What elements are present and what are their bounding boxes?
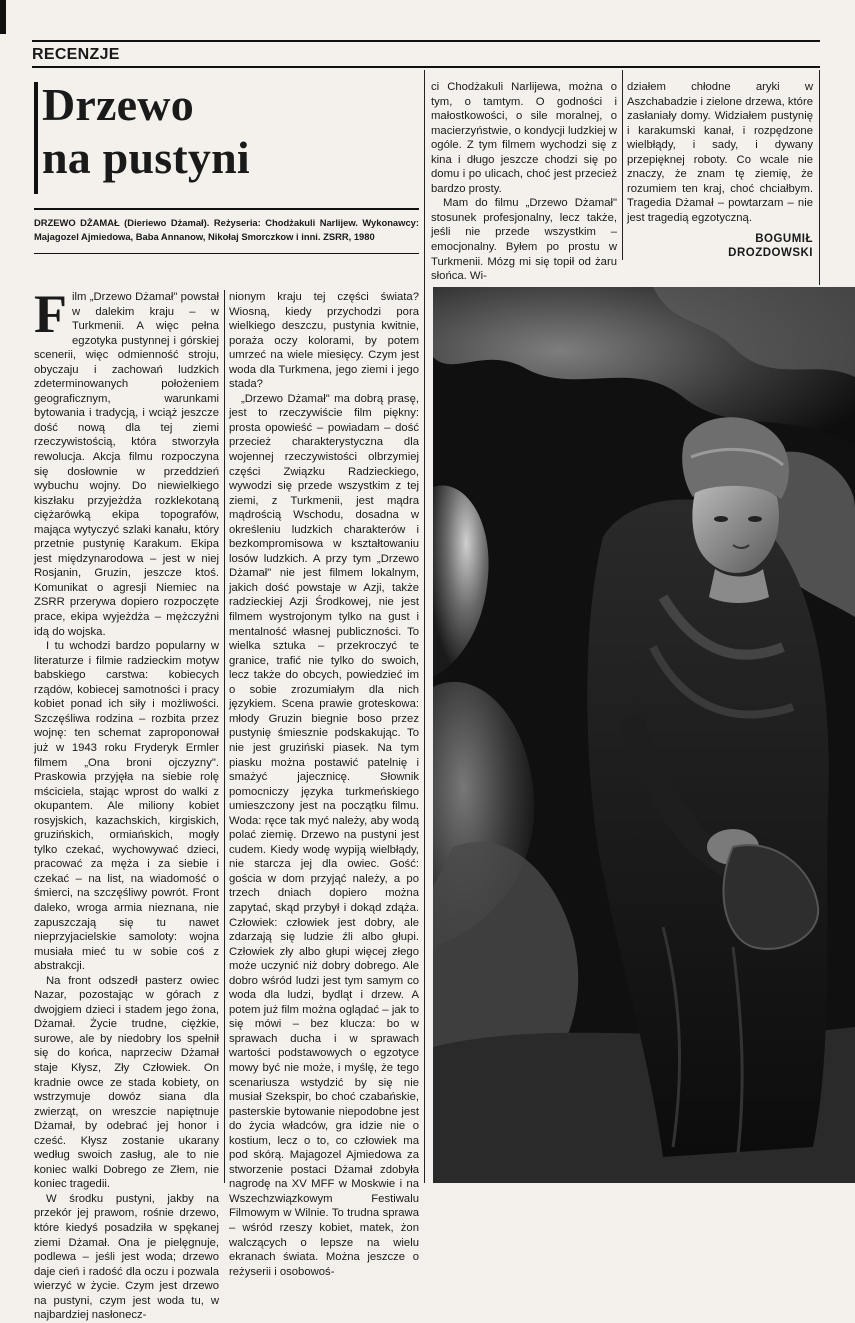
film-credits: DRZEWO DŻAMAŁ (Dieriewo Dżamał). Reżyseria: Chodżakuli Narlijew. Wykonawcy: Majagozel Ajmiedowa, Baba Annanow, Nikołaj Smorczkow i inni. ZSRR, 1980	[34, 217, 419, 243]
header-rule-top	[32, 40, 820, 42]
page-edge-mark	[0, 0, 6, 34]
author-byline	[728, 233, 813, 261]
author-last-name: DROZDOWSKI	[728, 246, 813, 259]
paragraph: Film „Drzewo Dżamał" powstał w dalekim kraju – w Turkmenii. A więc pełna egzotyka pustynnej i górskiej scenerii, więc odmienność stroju, obyczaju i zachowań ludzkich zdeterminowanych położeniem geograficznym, warunkami bytowania i tradycją, i wciąż jeszcze dość nową dla tej ziemi rzeczywistością, która stworzyła rewolucja. Akcja filmu rozpoczyna się dosłownie w przeddzień wybuchu wojny. Do niewielkiego kiszłaku przyjeżdża rozklekotaną ciężarówką ekipa topografów, mająca wytyczyć szlaki kanału, który przetnie pustynię Karakum. Ekipa jest międzynarodowa – jest w niej Rosjanin, Gruzin, jeszcze ktoś. Komunikat o agresji Niemiec na ZSRR przerywa dopiero rozpoczęte prace, ekipa wyjeżdża – mężczyźni idą do wojska.	[34, 284, 219, 638]
column-divider	[819, 70, 820, 285]
photo-illustration	[433, 287, 855, 1183]
credits-rule-top	[34, 208, 419, 210]
title-line-2: na pustyni	[42, 132, 250, 184]
column-divider	[622, 70, 623, 260]
paragraph: W środku pustyni, jakby na przekór jej prawom, rośnie drzewo, które kiedyś posadziła w spękanej ziemi Dżamał. Ona je pielęgnuje, podlewa – jeśli jest woda; drzewo daje cień i radość dla oczu i pozwala wierzyć w życie. Czym jest drzewo na pustyni, czym jest woda tu, w najbardziej nasłonecz-	[34, 1192, 219, 1322]
paragraph: działem chłodne aryki w Aszchabadzie i zielone drzewa, które zasłaniały domy. Widziałem pustynię i karakumski kanał, i rozpędzone wielbłądy, i sady, i dywany przepięknej roboty. Co wcale nie znaczy, że znam tę ziemię, że rozumiem ten kraj, choć chciałbym. Tragedia Dżamał – powtarzam – nie jest tragedią egzotyczną.	[627, 81, 813, 224]
column-divider	[224, 290, 225, 1183]
article-column-2	[229, 290, 419, 1279]
article-column-3	[431, 80, 617, 284]
paragraph: Na front odszedł pasterz owiec Nazar, pozostając w górach z dwojgiem dzieci i stadem jego żona, Dżamał. Życie trudne, ciężkie, surowe, ale by niedobry los spełnił się do końca, naprzeciw Dżamał staje Kłysz, Zły Człowiek. On kradnie owce ze stada kobiety, on wstrzymuje dowóz siana dla zwierząt, on wreszcie napiętnuje Dżamał, by odebrać jej honor i cześć. Kłysz zostanie ukarany według swoich zasług, ale to nie koniec walki Dobrego ze Złem, nie koniec tragedii.	[34, 974, 219, 1191]
article-title	[42, 78, 402, 185]
title-line-1: Drzewo	[42, 79, 194, 130]
paragraph: I tu wchodzi bardzo popularny w literaturze i filmie radzieckim motyw babskiego carstwa: kobiecych rządów, kobiecej samotności i pracy kobiet ponad ich siły i możliwości. Szczęśliwa rodzina – rozbita przez wojnę: ten schemat zaproponował już w 1943 roku Fryderyk Ermler filmem „Ona broni ojczyzny". Praskowia przyjęła na siebie rolę mściciela, stając wprost do walki z okupantem. Ale miliony kobiet rosyjskich, kazachskich, kirgiskich, gruzińskich, ormiańskich, mogły tylko czekać, wychowywać dzieci, pracować za męża i za siebie i czekać – na list, na wiadomość o śmierci, na szczęśliwy powrót. Front daleko, wroga armia nieznana, nie zapuszczają się tu nawet nieprzyjacielskie samoloty: wojna musiała mieć tu w sobie coś z abstrakcji.	[34, 640, 219, 973]
credits-rule-bottom	[34, 253, 419, 254]
drop-cap: F	[34, 284, 67, 344]
article-column-4	[627, 80, 813, 225]
paragraph: ci Chodżakuli Narlijewa, można o tym, o tamtym. O godności i małostkowości, o sile moralnej, o macierzyństwie, o kondycji ludzkiej w ogóle. Z tym filmem wychodzi się z kina i długo jeszcze chodzi się po domu i po ulicach, choć jest przecież bardzo prosty.	[431, 81, 617, 195]
paragraph: „Drzewo Dżamał" ma dobrą prasę, jest to rzeczywiście film piękny: prosta opowieść – powiadam – dość przecież charakterystyczna dla wojennej rzeczywistości olbrzymiej części Związku Radzieckiego, wywodzi się przede wszystkim z tej ziemi, z Turkmenii, jest mądra mądrością Wschodu, dosadna w określeniu ludzkich charakterów i bezkompromisowa w kształtowaniu losów ludzkich. A przy tym „Drzewo Dżamał" nie jest filmem lokalnym, jakich dość powstaje w Azji, także radzieckiej Azji Środkowej, nie jest filmem wystrojonym tylko na gust i mentalność własnej publiczności. To wielka sztuka – przekroczyć te granice, trafić nie tylko do swoich, lecz także do obcych, powiedzieć im o sobie zrozumiałym dla nich językiem. Scena prawie groteskowa: młody Gruzin biegnie boso przez pustynię śmiesznie podskakując. To nie jest gruziński piasek. Na tym piasku można postawić patelnię i smażyć jajecznicę. Słownik pomocniczy języka turkmeńskiego umieszczony jest na początku filmu. Woda: ręce tak myć należy, aby wodą polać ziemię. Drzewo na pustyni jest cudem. Kiedy wodę wypiją wielbłądy, nie starcza jej dla owiec. Gość: gościa w dom przyjąć należy, a po trzech dniach dopiero można zapytać, skąd przybył i dokąd zdąża. Człowiek: człowiek jest dobry, ale zdarzają się ludzie źli albo głupi. Człowiek zły albo głupi więcej złego może uczynić niż dobry dobrego. Ale dobro wśród ludzi jest tym samym co woda dla ludzi, bydląt i drzew. A potem już film można oglądać – jak to się mówi – bez klucza: bo w sprawach ducha i w sprawach wartości podstawowych o egzotyce mowy być nie może, i myślę, że tego scenariusza wstydzić by się nie musiał Szekspir, bo choć czabańskie, pasterskie bytowanie niepodobne jest do życia władców, gra idzie nie o kostium, lecz o to, co człowiek ma pod skórą. Majagozel Ajmiedowa za stworzenie postaci Dżamał zdobyła nagrodę na XV MFF w Moskwie i na Wszechzwiązkowym Festiwalu Filmowym w Wilnie. To trudna sprawa – wśród rzeszy kobiet, matek, żon walczących o lepsze na wielu ekranach świata. Można jeszcze o reżyserii i osobowoś-	[229, 392, 419, 1278]
paragraph: Mam do filmu „Drzewo Dżamał" stosunek profesjonalny, lecz także, jeśli nie przede wszystkim – emocjonalny. Byłem po prostu w Turkmenii. Mózg mi się topił od żaru słońca. Wi-	[431, 197, 617, 283]
author-first-name: BOGUMIŁ	[755, 233, 813, 245]
section-label: RECENZJE	[32, 46, 120, 63]
title-accent-bar	[34, 82, 38, 194]
film-still-photo	[433, 287, 855, 1183]
column-divider	[424, 70, 425, 1183]
article-column-1	[34, 284, 219, 1323]
paragraph: nionym kraju tej części świata? Wiosną, kiedy przychodzi pora wielkiego deszczu, pustynia kwitnie, poraża oczy kolorami, by potem umrzeć na wiele miesięcy. Czym jest woda dla Turkmena, jego ziemi i jego stada?	[229, 291, 419, 391]
header-rule-bottom	[32, 66, 820, 68]
